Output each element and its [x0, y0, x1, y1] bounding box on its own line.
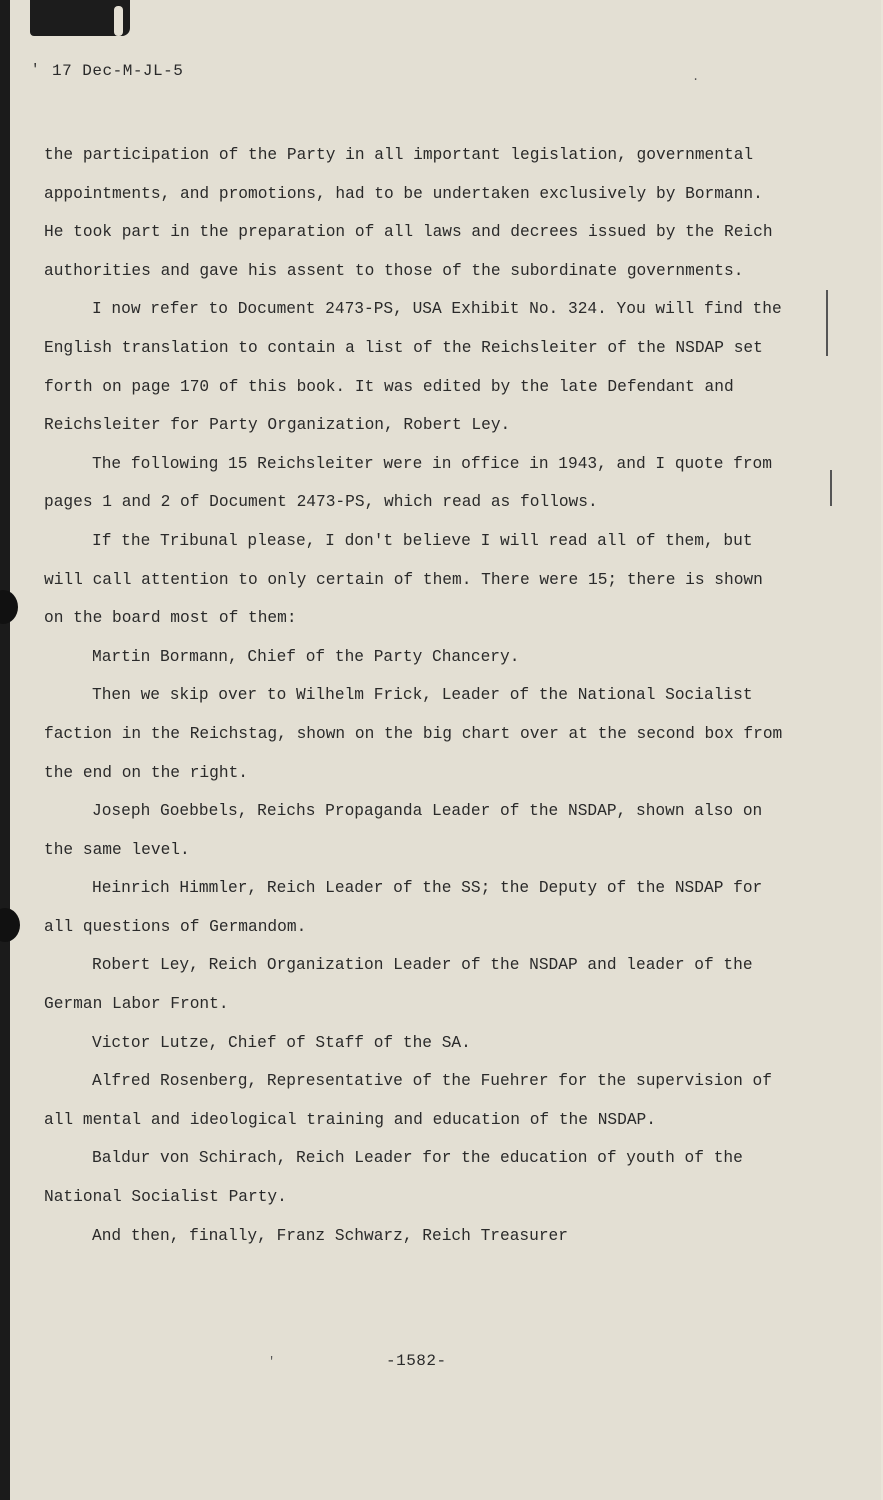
body-text: [44, 136, 789, 1255]
header-tick-mark: ': [31, 62, 40, 78]
margin-line-mark: [826, 290, 828, 356]
paragraph: Victor Lutze, Chief of Staff of the SA.: [92, 1033, 471, 1052]
paragraph: If the Tribunal please, I don't believe I will read all of them, but will call attention to only certain of them. There were 15; there is shown on the board most of them:: [44, 531, 763, 628]
page-left-shadow: [0, 0, 10, 1500]
folder-tab-notch: [30, 0, 130, 36]
paragraph: The following 15 Reichsleiter were in office in 1943, and I quote from pages 1 and 2 of Document 2473-PS, which read as follows.: [44, 454, 772, 512]
paragraph: Joseph Goebbels, Reichs Propaganda Leader of the NSDAP, shown also on the same level.: [44, 802, 763, 859]
stray-mark: ': [268, 1355, 276, 1369]
stray-mark: .: [692, 70, 700, 84]
paragraph: the participation of the Party in all important legislation, governmental appointments, and promotions, had to be undertaken exclusively by Bormann. He took part in the preparation of all laws and decrees issued by the Reich authorities and gave his assent to those of the subordinate governments.: [44, 146, 773, 280]
paragraph: Heinrich Himmler, Reich Leader of the SS; the Deputy of the NSDAP for all questions of Germandom.: [44, 879, 763, 936]
margin-line-mark: [830, 470, 832, 506]
page-number: -1582-: [386, 1352, 447, 1370]
paragraph: Baldur von Schirach, Reich Leader for the education of youth of the National Socialist Party.: [44, 1149, 743, 1207]
paragraph: And then, finally, Franz Schwarz, Reich Treasurer: [92, 1226, 568, 1245]
paragraph: Then we skip over to Wilhelm Frick, Leader of the National Socialist faction in the Reichstag, shown on the big chart over at the second box from the end on the right.: [44, 686, 783, 782]
paragraph: Robert Ley, Reich Organization Leader of the NSDAP and leader of the German Labor Front.: [44, 956, 753, 1014]
document-reference: 17 Dec-M-JL-5: [52, 62, 184, 80]
paragraph: I now refer to Document 2473-PS, USA Exhibit No. 324. You will find the English translation to contain a list of the Reichsleiter of the NSDAP set forth on page 170 of this book. It was edited by the late Defendant and Reichsleiter for Party Organization, Robert Ley.: [44, 300, 782, 435]
paragraph: Martin Bormann, Chief of the Party Chancery.: [92, 647, 520, 666]
paragraph: Alfred Rosenberg, Representative of the Fuehrer for the supervision of all mental and ideological training and education of the NSDAP.: [44, 1072, 772, 1129]
